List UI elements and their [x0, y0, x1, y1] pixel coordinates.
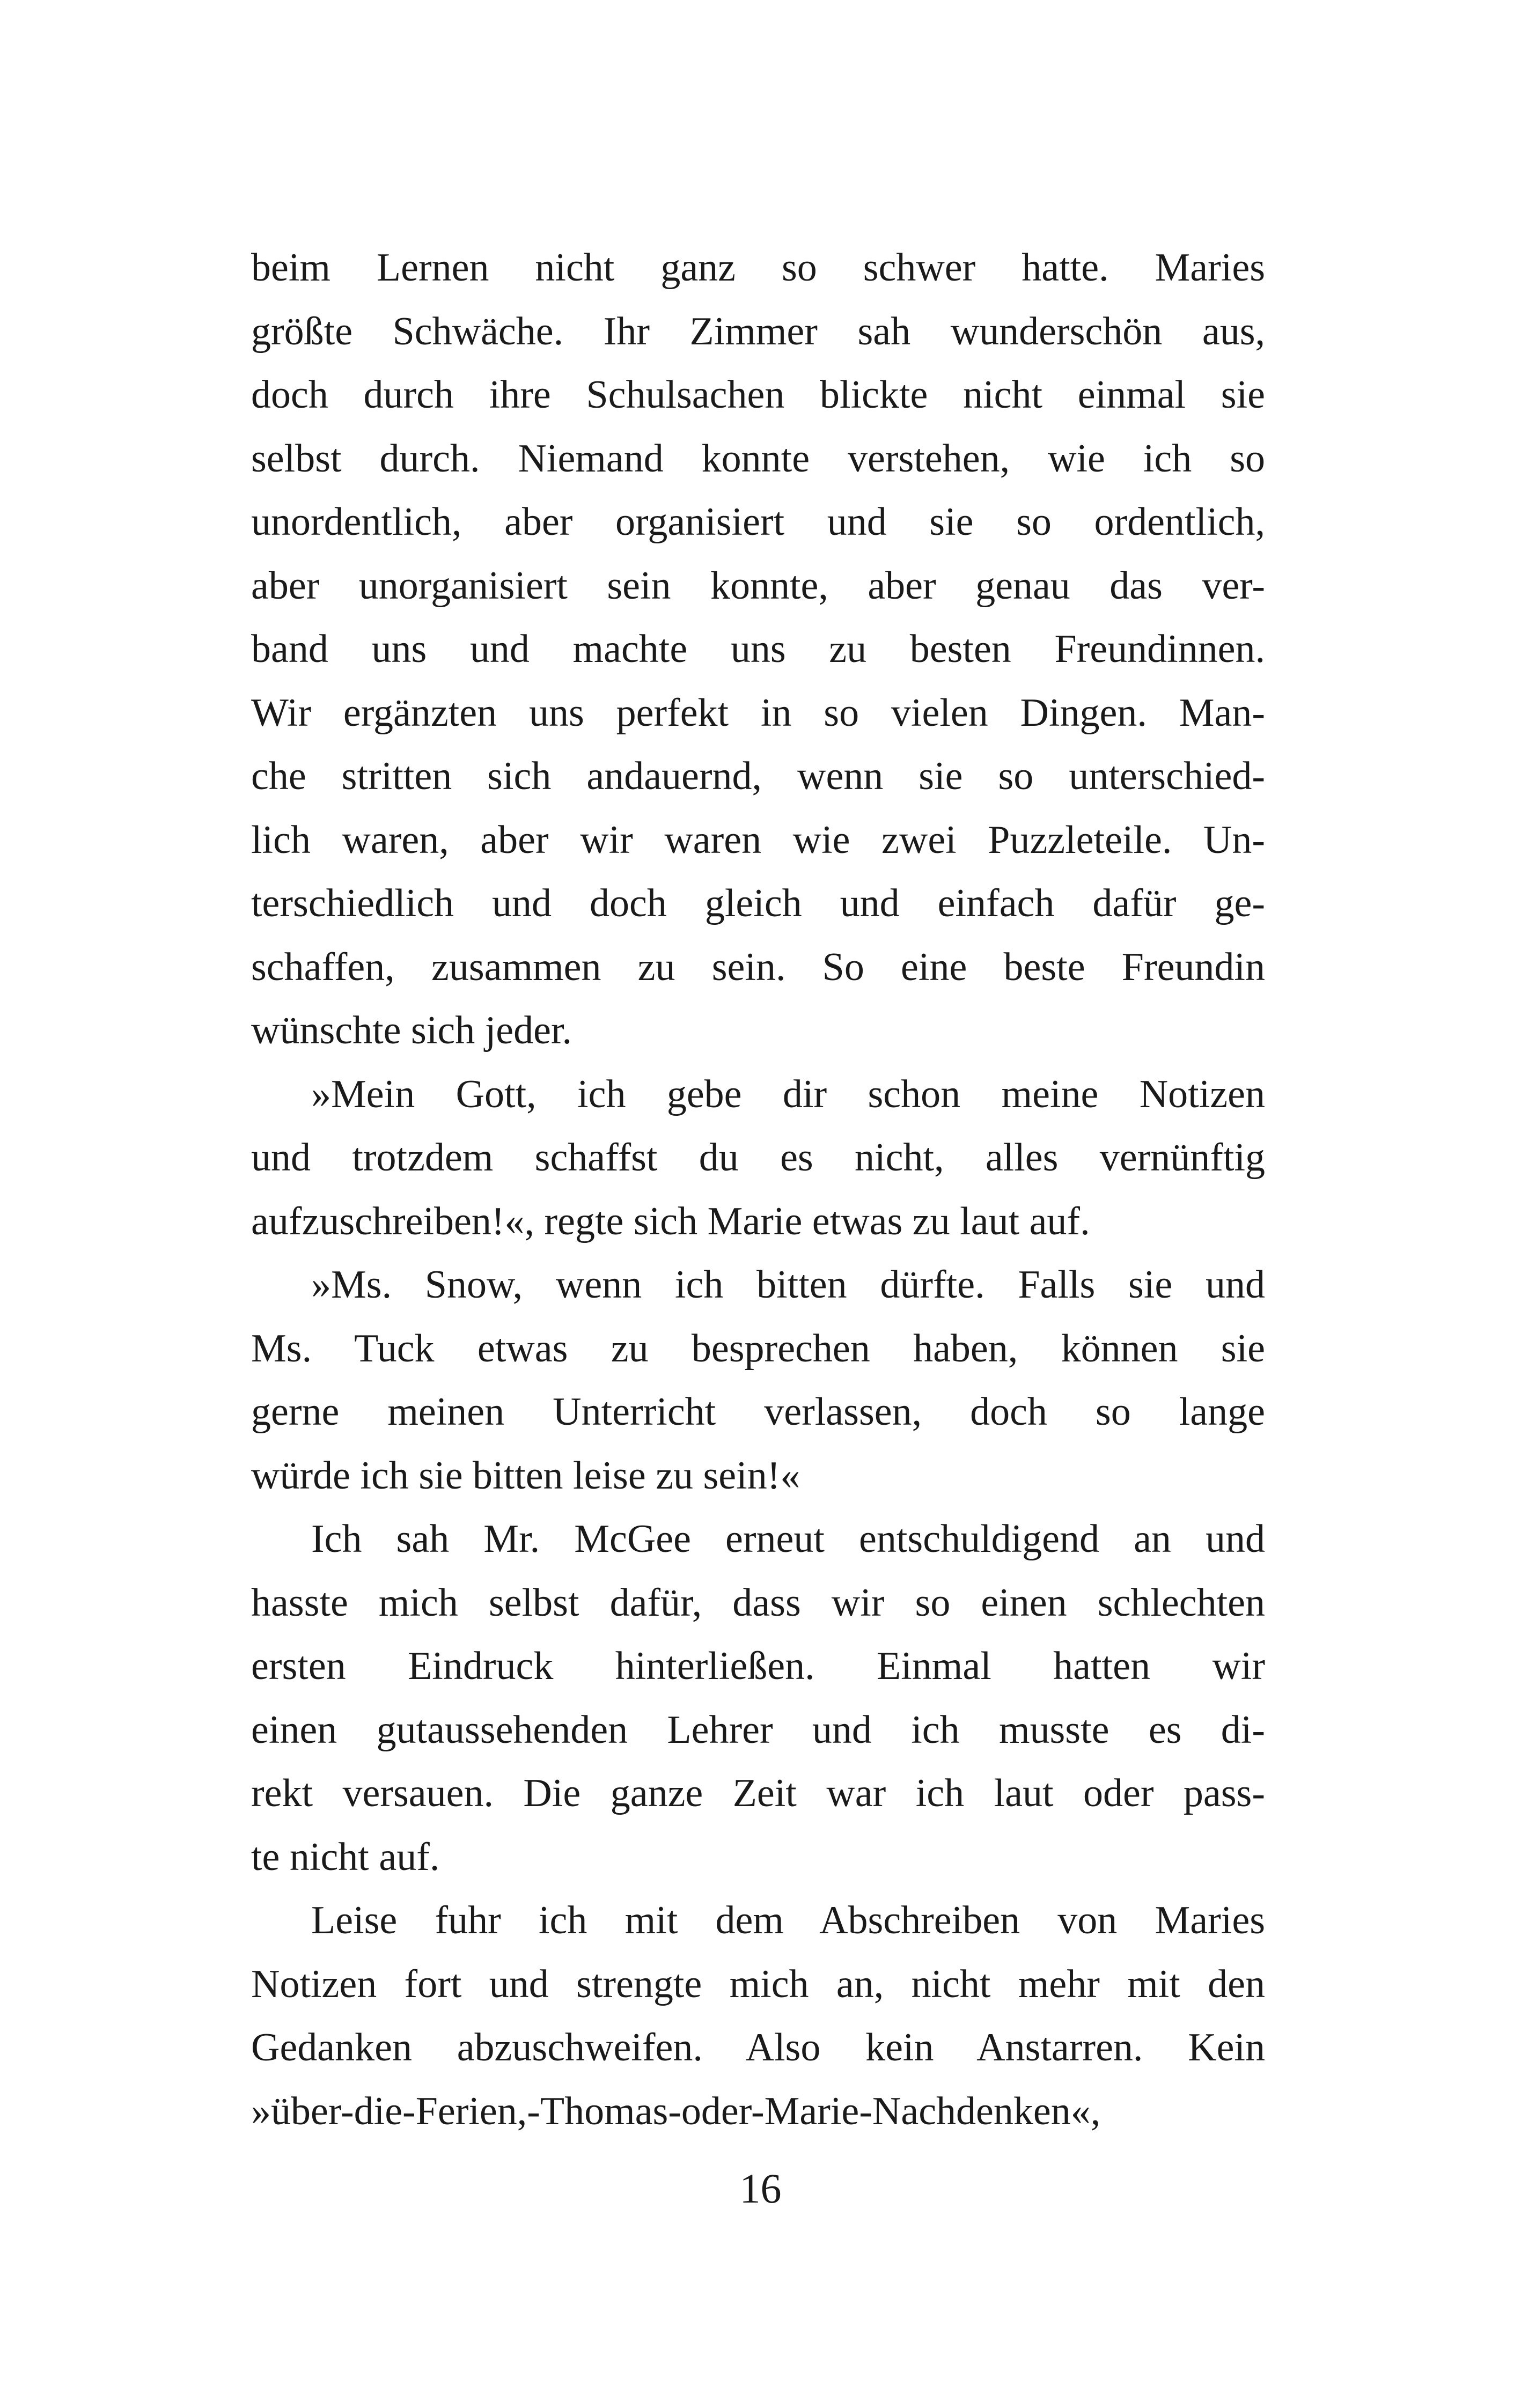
text-line: »Mein Gott, ich gebe dir schon meine Notizen: [311, 1072, 1265, 1116]
text-line: gerne meinen Unterricht verlassen, doch so lange: [251, 1390, 1265, 1434]
text-line: che stritten sich andauernd, wenn sie so unterschied-: [251, 754, 1265, 798]
body-text: [251, 236, 1265, 2143]
text-line: beim Lernen nicht ganz so schwer hatte. Maries: [251, 246, 1265, 290]
text-line: unordentlich, aber organisiert und sie so ordentlich,: [251, 500, 1265, 544]
text-line: würde ich sie bitten leise zu sein!«: [251, 1453, 800, 1498]
text-line: schaffen, zusammen zu sein. So eine beste Freundin: [251, 945, 1265, 989]
paragraph: [251, 1889, 1265, 2143]
text-line: einen gutaussehenden Lehrer und ich musste es di-: [251, 1707, 1265, 1752]
text-line: wünschte sich jeder.: [251, 1008, 572, 1052]
text-line: aber unorganisiert sein konnte, aber genau das ver-: [251, 563, 1265, 608]
text-line: aufzuschreiben!«, regte sich Marie etwas zu laut auf.: [251, 1199, 1090, 1243]
paragraph: [251, 236, 1265, 1063]
paragraph: [251, 1063, 1265, 1254]
text-line: Gedanken abzuschweifen. Also kein Anstarren. Kein: [251, 2026, 1265, 2070]
text-line: lich waren, aber wir waren wie zwei Puzzleteile. Un-: [251, 818, 1265, 862]
text-line: Ms. Tuck etwas zu besprechen haben, können sie: [251, 1326, 1265, 1371]
text-line: band uns und machte uns zu besten Freundinnen.: [251, 627, 1265, 671]
text-line: ersten Eindruck hinterließen. Einmal hatten wir: [251, 1644, 1265, 1688]
page-number: 16: [739, 2165, 782, 2212]
text-line: terschiedlich und doch gleich und einfach dafür ge-: [251, 881, 1265, 925]
text-line: rekt versauen. Die ganze Zeit war ich laut oder pass-: [251, 1771, 1265, 1815]
text-line: Wir ergänzten uns perfekt in so vielen Dingen. Man-: [251, 690, 1265, 735]
paragraph: [251, 1507, 1265, 1889]
text-line: selbst durch. Niemand konnte verstehen, wie ich so: [251, 436, 1265, 481]
text-line: größte Schwäche. Ihr Zimmer sah wunderschön aus,: [251, 309, 1265, 354]
text-line: doch durch ihre Schulsachen blickte nicht einmal sie: [251, 373, 1265, 417]
text-line: hasste mich selbst dafür, dass wir so einen schlechten: [251, 1580, 1265, 1625]
text-line: Leise fuhr ich mit dem Abschreiben von Maries: [311, 1898, 1265, 1942]
text-line: Ich sah Mr. McGee erneut entschuldigend an und: [311, 1517, 1265, 1561]
text-line: »über-die-Ferien,-Thomas-oder-Marie-Nachdenken«,: [251, 2089, 1101, 2133]
text-line: Notizen fort und strengte mich an, nicht mehr mit den: [251, 1962, 1265, 2006]
paragraph: [251, 1253, 1265, 1507]
text-line: und trotzdem schaffst du es nicht, alles vernünftig: [251, 1136, 1265, 1180]
text-line: »Ms. Snow, wenn ich bitten dürfte. Falls sie und: [311, 1263, 1265, 1307]
text-line: te nicht auf.: [251, 1835, 440, 1879]
